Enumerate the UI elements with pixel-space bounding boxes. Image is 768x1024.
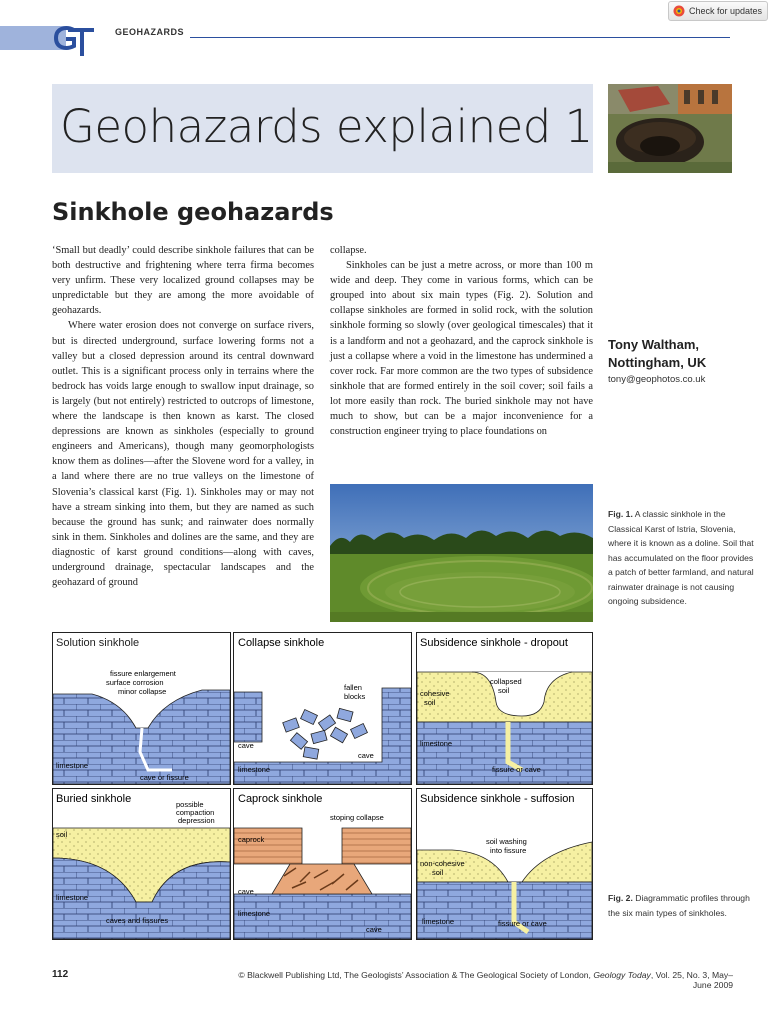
diagram-label: soil xyxy=(432,868,444,877)
article-subtitle: Sinkhole geohazards xyxy=(52,198,334,226)
panel-collapse-sinkhole xyxy=(234,633,412,785)
fig1-caption xyxy=(608,507,758,609)
diagram-label: caves and fissures xyxy=(106,916,169,925)
header-rule xyxy=(190,37,730,38)
doline-photo xyxy=(330,484,593,622)
fig2-caption xyxy=(608,891,758,920)
panel-title: Solution sinkhole xyxy=(56,637,140,649)
diagram-label: soil xyxy=(424,698,436,707)
panel-title: Collapse sinkhole xyxy=(238,637,325,649)
footer-credit-suffix: , Vol. 25, No. 3, May–June 2009 xyxy=(650,970,733,990)
diagram-label: soil xyxy=(498,686,510,695)
body-column-right xyxy=(330,243,593,439)
panel-title: Caprock sinkhole xyxy=(238,793,323,805)
paragraph: Where water erosion does not converge on surface rivers, but is directed underground, surface lowering forms not a valley but a closed depression around its central downward outlet. This is a significant process only in terrains where the bedrock has voids large enough to swallow input drainage, so is largely (but not entirely) restricted to outcrops of limestone, where the landscape is then known as karst. The closed depressions are known as sinkholes (especially to ground engineers and Americans), though many geomorphologists know them as dolines—after the Slovene word for a valley, in a land where there are no true valleys on the limestone of Slovenia’s classical karst (Fig. 1). Sinkholes may or may not have a stream sinking into them, but they are named as such because the ground has sunk; and rainwater does normally sink in them. Sinkholes and dolines are the same, and they are diagnostic of karst ground conditions—along with caves, underground drainage, spectacular landscapes and the geohazard of ground xyxy=(52,320,314,589)
diagram-label: compaction xyxy=(176,808,215,817)
section-label: GEOHAZARDS xyxy=(115,27,185,37)
diagram-label: caprock xyxy=(238,835,265,844)
update-badge-icon xyxy=(673,5,685,17)
check-for-updates-button[interactable] xyxy=(668,1,768,21)
panel-title: Buried sinkhole xyxy=(56,793,132,805)
diagram-label: cohesive xyxy=(420,689,450,698)
diagram-label: surface corrosion xyxy=(106,678,164,687)
diagram-label: limestone xyxy=(420,739,453,748)
page-number: 112 xyxy=(52,969,69,980)
diagram-label: fallen xyxy=(344,683,362,692)
fig1-label: Fig. 1. xyxy=(608,509,633,519)
diagram-label: stoping collapse xyxy=(330,813,384,822)
fig2-label: Fig. 2. xyxy=(608,893,633,903)
fig1-caption-text: A classic sinkhole in the Classical Karst of Istria, Slovenia, where it is known as a doline. Soil that has accumulated on the floor provides a patch of better farmland, and natural rainwater drainage is not causing ongoing subsidence. xyxy=(608,509,754,606)
paragraph: Sinkholes can be just a metre across, or more than 100 m wide and deep. They come in various forms, which can be grouped into about six main types (Fig. 2). Solution and collapse sinkholes are formed in solid rock, with the solution sinkhole forming so slowly (over geological timescales) that it is a landform and not a geohazard, and the caprock sinkhole is just a collapse where a void in the limestone has undermined a cover rock. Far more common are the two types of subsidence sinkhole that are formed entirely in the soil cover; soil fails a lot more easily than rock. The buried sinkhole may not have much to show, but can be a major inconvenience for a construction engineer trying to place foundations on xyxy=(330,260,593,438)
diagram-label: limestone xyxy=(422,917,455,926)
diagram-label: fissure enlargement xyxy=(110,669,176,678)
author-name: Tony Waltham, Nottingham, UK xyxy=(608,337,707,370)
paragraph: collapse. xyxy=(330,245,367,256)
diagram-label: limestone xyxy=(56,761,89,770)
body-column-left xyxy=(52,243,314,590)
panel-buried-sinkhole xyxy=(53,789,231,940)
panel-subsidence-suffosion xyxy=(417,789,593,940)
diagram-label: soil washing xyxy=(486,837,527,846)
panel-title: Subsidence sinkhole - suffosion xyxy=(420,793,575,805)
diagram-label: possible xyxy=(176,800,204,809)
check-for-updates-label: Check for updates xyxy=(689,6,763,16)
diagram-label: into fissure xyxy=(490,846,527,855)
panel-solution-sinkhole xyxy=(53,633,231,785)
diagram-label: limestone xyxy=(56,893,89,902)
panel-subsidence-dropout xyxy=(417,633,593,785)
diagram-label: non-cohesive xyxy=(420,859,465,868)
sinkhole-house-photo xyxy=(608,84,732,173)
footer-credit xyxy=(230,970,733,990)
footer-credit-prefix: © Blackwell Publishing Ltd, The Geologists’ Association & The Geological Society of London, xyxy=(238,970,591,980)
author-email[interactable]: tony@geophotos.co.uk xyxy=(608,374,706,385)
diagram-label: cave or fissure xyxy=(140,773,189,782)
sinkhole-types-diagram xyxy=(52,632,593,940)
paragraph: ‘Small but deadly’ could describe sinkhole failures that can be both destructive and frightening where terra firma becomes very unfirm. These very localized ground collapses may be unpredictable but they are among the more avoidable of geohazards. xyxy=(52,245,314,317)
diagram-label: cave xyxy=(238,887,254,896)
diagram-label: limestone xyxy=(238,765,271,774)
diagram-label: collapsed xyxy=(490,677,522,686)
diagram-label: depression xyxy=(178,816,215,825)
article-title: Geohazards explained 1 xyxy=(60,100,593,153)
diagram-label: fissure or cave xyxy=(492,765,541,774)
diagram-label: fissure or cave xyxy=(498,919,547,928)
diagram-label: cave xyxy=(358,751,374,760)
diagram-label: cave xyxy=(366,925,382,934)
panel-title: Subsidence sinkhole - dropout xyxy=(420,637,568,649)
footer-journal: Geology Today xyxy=(593,970,651,980)
fig2-caption-text: Diagrammatic profiles through the six main types of sinkholes. xyxy=(608,893,750,918)
diagram-label: blocks xyxy=(344,692,366,701)
panel-caprock-sinkhole xyxy=(234,789,412,940)
diagram-label: soil xyxy=(56,830,68,839)
diagram-label: minor collapse xyxy=(118,687,167,696)
diagram-label: limestone xyxy=(238,909,271,918)
gt-logo-icon xyxy=(0,22,95,58)
diagram-label: cave xyxy=(238,741,254,750)
